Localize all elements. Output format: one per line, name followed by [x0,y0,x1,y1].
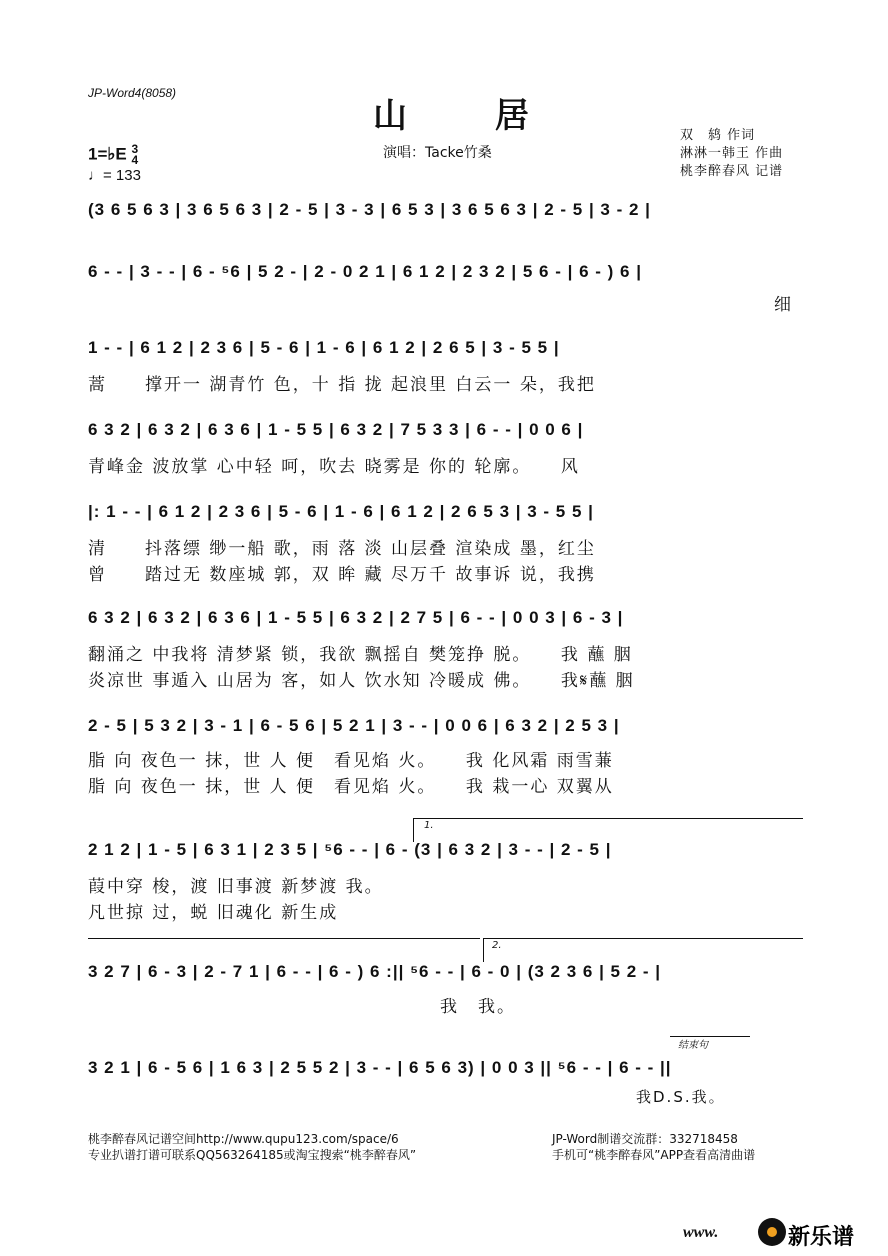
system-3-notes: 1 - - | 6 1 2 | 2 3 6 | 5 - 6 | 1 - 6 | 6 1 2 | 2 6 5 | 3 - 5 5 | [88,338,560,357]
brand-www: www. [683,1224,719,1241]
credit-lyrics: 双 鸫 作词 [680,128,756,143]
system-8-lyrics-1: 葭中穿 梭，渡 旧事渡 新梦渡 我。 [88,877,384,897]
system-8-notes: 2 1 2 | 1 - 5 | 6 3 1 | 2 3 5 | ⁵6 - - | 6 - (3 | 6 3 2 | 3 - - | 2 - 5 | [88,840,612,859]
system-4-lyrics: 青峰金 波放掌 心中轻 呵，吹去 晓雾是 你的 轮廓。 风 [88,457,580,477]
key-signature: 1=♭E 3 4 [88,142,139,167]
system-2-lyrics: 细 [774,295,793,315]
singer: 演唱：Tacke竹桑 [383,145,492,161]
system-6-lyrics-1: 翻涌之 中我将 清梦紧 锁，我欲 飘摇自 樊笼挣 脱。 我 蘸 胭 [88,645,633,665]
system-2-notes: 6 - - | 3 - - | 6 - ⁵6 | 5 2 - | 2 - 0 2 1 | 6 1 2 | 2 3 2 | 5 6 - | 6 - ) 6 | [88,262,642,281]
system-9-notes: 3 2 7 | 6 - 3 | 2 - 7 1 | 6 - - | 6 - ) 6 :|| ⁵6 - - | 6 - 0 | (3 2 3 6 | 5 2 - | [88,962,662,981]
system-4-notes: 6 3 2 | 6 3 2 | 6 3 6 | 1 - 5 5 | 6 3 2 | 7 5 3 3 | 6 - - | 0 0 6 | [88,420,584,439]
system-5-lyrics-1: 清 抖落缥 缈一船 歌，雨 落 淡 山层叠 渲染成 墨，红尘 [88,539,596,559]
volta-1-line [413,818,803,819]
system-3-lyrics: 蒿 撑开一 湖青竹 色，十 指 拢 起浪里 白云一 朵，我把 [88,375,596,395]
system-9-lyrics: 我 我。 [440,997,516,1017]
system-5-lyrics-2: 曾 踏过无 数座城 郭，双 眸 藏 尽万千 故事诉 说，我携 [88,565,596,585]
system-8-lyrics-2: 凡世掠 过，蜕 旧魂化 新生成 [88,903,339,923]
system-7-lyrics-1: 脂 向 夜色一 抹，世 人 便 看见焰 火。 我 化风霜 雨雪蒹 [88,751,614,771]
system-5-notes: |: 1 - - | 6 1 2 | 2 3 6 | 5 - 6 | 1 - 6 | 6 1 2 | 2 6 5 3 | 3 - 5 5 | [88,502,594,521]
volta-2-line [483,938,803,939]
volta-1-bracket [413,818,414,842]
system-7-notes: 2 - 5 | 5 3 2 | 3 - 1 | 6 - 5 6 | 5 2 1 | 3 - - | 0 0 6 | 6 3 2 | 2 5 3 | [88,716,620,735]
credit-composer: 淋淋一韩王 作曲 [680,146,784,161]
volta-2-bracket [483,938,484,962]
volta-1-label: 1. [424,820,434,831]
volta-1-continuation [88,938,480,939]
system-10-notes: 3 2 1 | 6 - 5 6 | 1 6 3 | 2 5 5 2 | 3 - - | 6 5 6 3) | 0 0 3 || ⁵6 - - | 6 - - || [88,1058,672,1077]
volta-2-label: 2. [492,940,502,951]
ending-label: 结束句 [678,1040,708,1051]
tempo: ♩= 133 [88,167,141,184]
brand-name: 新乐谱 [788,1225,855,1250]
credit-transcriber: 桃李醉春风 记谱 [680,164,784,179]
system-7-lyrics-2: 脂 向 夜色一 抹，世 人 便 看见焰 火。 我 栽一心 双翼从 [88,777,614,797]
system-6-notes: 6 3 2 | 6 3 2 | 6 3 6 | 1 - 5 5 | 6 3 2 | 2 7 5 | 6 - - | 0 0 3 | 6 - 3 | [88,608,624,627]
footer-left-2: 专业扒谱打谱可联系QQ563264185或淘宝搜索“桃李醉春风” [88,1148,417,1162]
watermark: JP-Word4(8058) [88,86,177,100]
brand-logo-icon [758,1218,786,1246]
footer-left-1: 桃李醉春风记谱空间http://www.qupu123.com/space/6 [88,1132,399,1146]
system-6-lyrics-2: 炎凉世 事遁入 山居为 客，如人 饮水知 冷暖成 佛。 我𝄋蘸 胭 [88,671,635,691]
footer-right-2: 手机可“桃李醉春风”APP查看高清曲谱 [552,1148,756,1162]
page-title: 山 居 [373,96,567,136]
footer-right-1: JP-Word制谱交流群：332718458 [552,1132,738,1146]
system-10-lyrics: 我D.S.我。 [636,1088,726,1106]
system-1-notes: (3 6 5 6 3 | 3 6 5 6 3 | 2 - 5 | 3 - 3 | 6 5 3 | 3 6 5 6 3 | 2 - 5 | 3 - 2 | [88,200,651,219]
